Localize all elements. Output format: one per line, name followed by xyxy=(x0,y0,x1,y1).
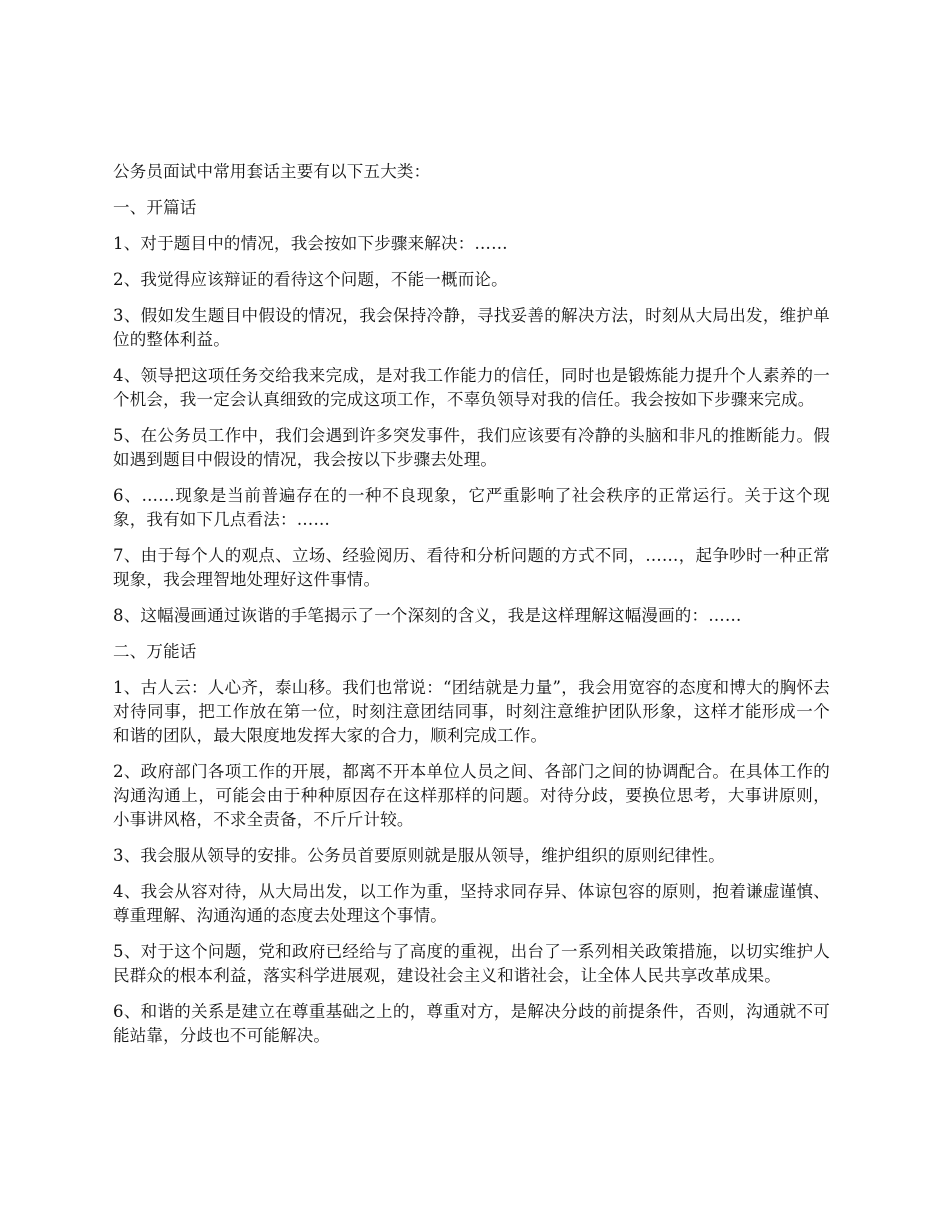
opening-item-2: 2、我觉得应该辩证的看待这个问题，不能一概而论。 xyxy=(113,270,508,289)
universal-item-2: 2、政府部门各项工作的开展，都离不开本单位人员之间、各部门之间的协调配合。在具体工作的沟通沟通上，可能会由于种种原因存在这样那样的问题。对待分歧，要换位思考，大事讲原则，小事讲风格，不求全责备，不斤斤计较。 xyxy=(113,762,830,829)
universal-item-1: 1、古人云：人心齐，泰山移。我们也常说：“团结就是力量”，我会用宽容的态度和博大的胸怀去对待同事，把工作放在第一位，时刻注意团结同事，时刻注意维护团队形象，这样才能形成一个和谐的团队，最大限度地发挥大家的合力，顺利完成工作。 xyxy=(113,678,830,745)
opening-item-4: 4、领导把这项任务交给我来完成，是对我工作能力的信任，同时也是锻炼能力提升个人素养的一个机会，我一定会认真细致的完成这项工作，不辜负领导对我的信任。我会按如下步骤来完成。 xyxy=(113,366,830,409)
opening-item-7: 7、由于每个人的观点、立场、经验阅历、看待和分析问题的方式不同，……，起争吵时一种正常现象，我会理智地处理好这件事情。 xyxy=(113,546,830,589)
universal-item-6: 6、和谐的关系是建立在尊重基础之上的，尊重对方，是解决分歧的前提条件，否则，沟通就不可能站靠，分歧也不可能解决。 xyxy=(113,1002,830,1045)
section-heading-universal: 二、万能话 xyxy=(113,642,197,661)
section-heading-opening: 一、开篇话 xyxy=(113,198,197,217)
opening-item-6: 6、……现象是当前普遍存在的一种不良现象，它严重影响了社会秩序的正常运行。关于这个现象，我有如下几点看法：…… xyxy=(113,486,830,529)
universal-item-4: 4、我会从容对待，从大局出发，以工作为重，坚持求同存异、体谅包容的原则，抱着谦虚谨慎、尊重理解、沟通沟通的态度去处理这个事情。 xyxy=(113,882,830,925)
universal-item-3: 3、我会服从领导的安排。公务员首要原则就是服从领导，维护组织的原则纪律性。 xyxy=(113,846,725,865)
universal-item-5: 5、对于这个问题，党和政府已经给与了高度的重视，出台了一系列相关政策措施，以切实维护人民群众的根本利益，落实科学进展观，建设社会主义和谐社会，让全体人民共享改革成果。 xyxy=(113,942,830,985)
opening-item-3: 3、假如发生题目中假设的情况，我会保持冷静，寻找妥善的解决方法，时刻从大局出发，维护单位的整体利益。 xyxy=(113,306,830,349)
opening-item-5: 5、在公务员工作中，我们会遇到许多突发事件，我们应该要有冷静的头脑和非凡的推断能力。假如遇到题目中假设的情况，我会按以下步骤去处理。 xyxy=(113,426,830,469)
opening-item-8: 8、这幅漫画通过诙谐的手笔揭示了一个深刻的含义，我是这样理解这幅漫画的：…… xyxy=(113,606,742,625)
opening-item-1: 1、对于题目中的情况，我会按如下步骤来解决：…… xyxy=(113,234,508,253)
intro-line: 公务员面试中常用套话主要有以下五大类： xyxy=(113,162,431,181)
